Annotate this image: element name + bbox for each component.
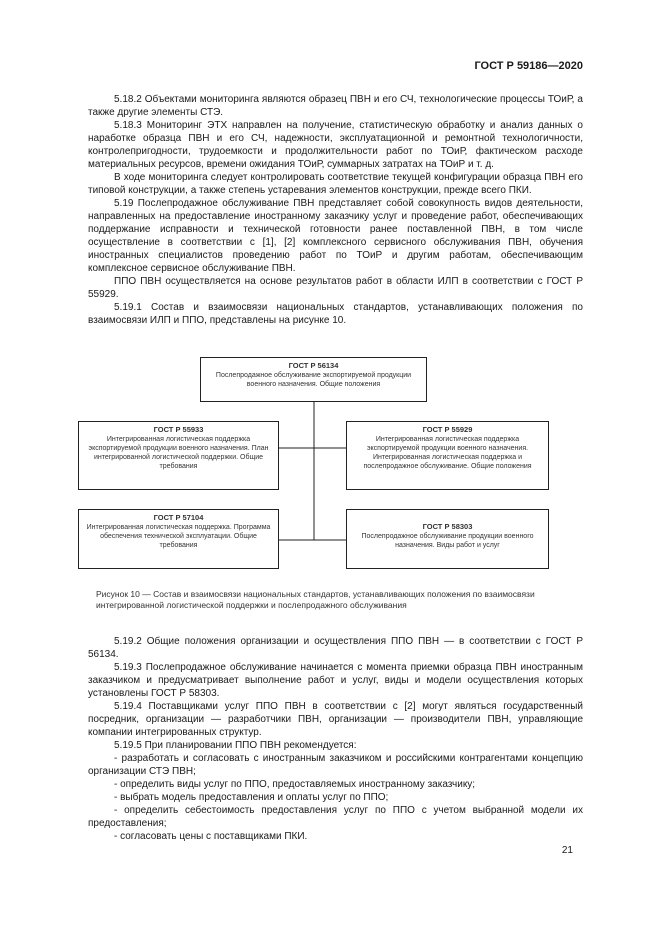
standard-title: Интегрированная логистическая поддержка экспортируемой продукции военного назначения. План интегрированной логистической поддержки. Общие требования: [88, 436, 269, 470]
standard-title: Послепродажное обслуживание экспортируемой продукции военного назначения. Общие положения: [215, 372, 412, 388]
standard-code: ГОСТ Р 56134: [288, 361, 339, 370]
standard-code: ГОСТ Р 58303: [422, 522, 473, 531]
document-header: ГОСТ Р 59186—2020: [474, 60, 583, 72]
standard-box-left-2: [78, 509, 279, 569]
paragraph: 5.19 Послепродажное обслуживание ПВН представляет собой совокупность видов деятельности, направленных на предоставление иностранному заказчику услуг и проведение работ, обеспечивающих поддержание исправности и технической готовности ранее поставленной ПВН, в том числе осуществление в соответствии с [1], [2] комплексного сервисного обслуживания ПВН, обучения иностранных специалистов проведению работ по ТОиР и другим работам, обеспечивающим комплексное сервисное обслуживание ПВН.: [88, 198, 583, 274]
standard-box-left-1: [78, 421, 279, 490]
paragraph: В ходе мониторинга следует контролировать соответствие текущей конфигурации образца ПВН его типовой конструкции, а также степень устаревания элементов конструкции, прежде всего ПКИ.: [88, 172, 583, 196]
paragraph: ППО ПВН осуществляется на основе результатов работ в области ИЛП в соответствии с ГОСТ Р 55929.: [88, 276, 583, 300]
list-item: - определить себестоимость предоставления услуг по ППО с учетом выбранной модели их предоставления;: [88, 805, 583, 829]
list-item: - согласовать цены с поставщиками ПКИ.: [114, 831, 308, 842]
standard-code: ГОСТ Р 55933: [153, 425, 204, 434]
standard-box-right-2: [346, 509, 549, 569]
standard-title: Послепродажное обслуживание продукции военного назначения. Виды работ и услуг: [361, 533, 534, 549]
paragraph: 5.18.2 Объектами мониторинга являются образец ПВН и его СЧ, технологические процессы ТОиР, а также другие элементы СТЭ.: [88, 94, 583, 118]
paragraph: 5.19.3 Послепродажное обслуживание начинается с момента приемки образца ПВН иностранным заказчиком и предусматривает выполнение работ и услуг, виды и модели осуществления которых установлены ГОСТ Р 58303.: [88, 662, 583, 699]
paragraph: 5.19.1 Состав и взаимосвязи национальных стандартов, устанавливающих положения по взаимосвязи ИЛП и ППО, представлены на рисунке 10.: [88, 302, 583, 326]
standard-code: ГОСТ Р 55929: [422, 425, 473, 434]
paragraph: 5.19.2 Общие положения организации и осуществления ППО ПВН — в соответствии с ГОСТ Р 56134.: [88, 636, 583, 660]
figure-caption: Рисунок 10 — Состав и взаимосвязи национальных стандартов, устанавливающих положения по взаимосвязи интегрированной логистической поддержки и послепродажного обслуживания: [96, 589, 535, 610]
text-block-bottom: [88, 635, 583, 843]
list-item: - определить виды услуг по ППО, предоставляемых иностранному заказчику;: [114, 779, 476, 790]
standard-box-top: [200, 357, 427, 402]
text-block-top: [88, 93, 583, 327]
standard-code: ГОСТ Р 57104: [153, 513, 204, 522]
paragraph: 5.19.5 При планировании ППО ПВН рекомендуется:: [114, 740, 357, 751]
paragraph: 5.19.4 Поставщиками услуг ППО ПВН в соответствии с [2] могут являться государственный посредник, организации — разработчики ПВН, организации — производители ПВН, управляющие компании интегрированных структур.: [88, 701, 583, 738]
standard-box-right-1: [346, 421, 549, 490]
standard-title: Интегрированная логистическая поддержка экспортируемой продукции военного назначения. Интегрированная логистическая поддержка и послепродажное обслуживание. Общие положения: [363, 436, 532, 470]
list-item: - разработать и согласовать с иностранным заказчиком и российскими контрагентами концепцию организации СТЭ ПВН;: [88, 753, 583, 777]
standard-title: Интегрированная логистическая поддержка. Программа обеспечения технической эксплуатации. Общие требования: [86, 524, 271, 549]
page-number: 21: [561, 845, 573, 856]
list-item: - выбрать модель предоставления и оплаты услуг по ППО;: [114, 792, 389, 803]
paragraph: 5.18.3 Мониторинг ЭТХ направлен на получение, статистическую обработку и анализ данных о наработке образца ПВН и его СЧ, надежности, эксплуатационной и ремонтной технологичности, контролепригодности, трудоемкости и продолжительности работ по ТОиР, фактическом расходе материальных ресурсов, времени ожидания ТОиР, суммарных затратах на ТОиР и т. д.: [88, 120, 583, 170]
